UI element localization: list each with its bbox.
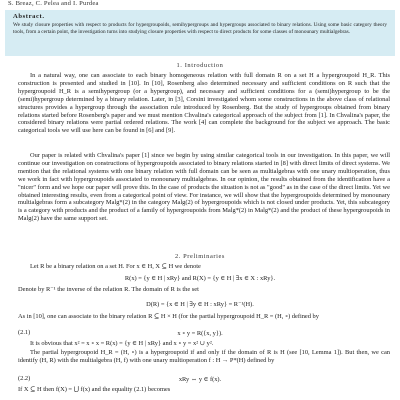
abstract-box	[5, 10, 395, 56]
preliminaries-text-2: Denote by R⁻¹ the inverse of the relation R. The domain of R is the set	[18, 286, 199, 293]
equation-number-2-1: (2.1)	[18, 329, 31, 336]
introduction-paragraph-2	[18, 152, 390, 223]
equation-hyperoperation: x ∘ y = R({x, y}).	[177, 330, 223, 337]
preliminaries-paragraph-5	[18, 349, 390, 365]
preliminaries-text-6: If X ⊆ H then f(X) = ⋃ f(x) and the equality (2.1) becomes	[18, 386, 171, 393]
preliminaries-paragraph-3	[18, 313, 390, 321]
preliminaries-text-1: Let R be a binary relation on a set H. For x ∈ H, X ⊆ H we denote	[30, 263, 201, 270]
introduction-text-2: Our paper is related with Chvalina's paper [1] since we begin by using similar categorical tools in our investigation. In this paper, we will continue our investigation on constructions of hypergroupoids associated to binary relations started in [8] with direct limits of direct systems. We mention that the relational systems with one binary relation with full domain can be seen as multialgebras with one unary multioperation, thus we work in fact with hypergroupoids associated to monounary multialgebras. In our opinion, the results obtained from the identification have a "nicer" form and we hope our paper will prove this. In the case of products the situation is not as "good" as in the case of the direct limits. Yet we obtained interesting results, even from a categorical point of view. For instance, we will show that the hypergroupoids determined by monounary multialgebras form a subcategory Malg*(2) in the category Malg(2) of hypergroupoids which is not closed under products. Yet, this subcategory is a category with products and the product of a family of hypergroupoids from Malg*(2) in Malg*(2) and the product of these hypergroupoids in Malg(2) have the same support set.	[18, 152, 390, 223]
preliminaries-paragraph-2	[18, 286, 390, 294]
abstract-heading: Abstract.	[13, 13, 45, 20]
preliminaries-paragraph-4	[18, 340, 390, 348]
equation-r-of-x: R(x) = {y ∈ H | xRy} and R(X) = {y ∈ H | ∃x ∈ X : xRy}.	[124, 275, 276, 282]
equation-multioperation: xRy ⇔ y ∈ f(x).	[178, 376, 222, 383]
abstract-text: We study closure properties with respect to products for hypergroupoids, semihypergroups and hypergroups associated to binary relations. Using some basic category theory tools, from a certain point, the investigation turns into studying closure properties with respect to direct products for some classes of monounary multialgebras.	[13, 22, 387, 35]
preliminaries-text-5: The partial hypergroupoid H_R = (H, ∘) is a hypergroupoid if and only if the domain of R is H (see [10, Lemma 1]). But then, we can identify (H, R) with the multialgebra (H, f) with one unary multioperation f : H → P*(H) defined by	[18, 349, 390, 364]
preliminaries-paragraph-1	[18, 263, 390, 271]
preliminaries-heading: 2. Preliminaries	[174, 253, 226, 260]
introduction-text-1: In a natural way, one can associate to each binary homogeneous relation with full domain R on a set H a hypergroupoid H_R. This construction is presented and studied in [10]. In [10], Rosenberg also determined necessary and sufficient conditions on R such that the hypergroupoid H_R is a semihypergroup (or a hypergroup), and necessary and sufficient conditions for a (semi)hypergroup to be the (semi)hypergroup determined by a binary relation. Later, in [3], Corsini investigated whom some constructions in the above class of relational structures provides a hypergroup through the association rule introduced by Rosenberg. But the study of hypergroups obtained from binary relations started before Rosenberg's paper and we must mention Chvalina's categorical approach of the subject from [1]. In Chvalina's paper, the considered binary relations were partial ordered relations. The work [4] can complete the background for the subject we approach. The basic categorical tools we will use here can be found in [6] and [9].	[18, 72, 390, 135]
introduction-paragraph-1	[18, 72, 390, 135]
running-header-authors: S. Breaz, C. Pelea and I. Purdea	[8, 0, 99, 7]
introduction-heading: 1. Introduction	[176, 62, 224, 69]
equation-domain: D(R) = {x ∈ H | ∃y ∈ H : xRy} = R⁻¹(H).	[146, 301, 254, 308]
equation-number-2-2: (2.2)	[18, 375, 31, 382]
preliminaries-paragraph-6	[18, 386, 390, 394]
preliminaries-text-3: As in [10], one can associate to the binary relation R ⊆ H × H (for the partial hypergroupoid H_R = (H, ∘) defined by	[18, 313, 319, 320]
preliminaries-text-4: It is obvious that x² = x ∘ x = R(x) = {y ∈ H | xRy} and x ∘ y = x² ∪ y².	[30, 340, 214, 347]
